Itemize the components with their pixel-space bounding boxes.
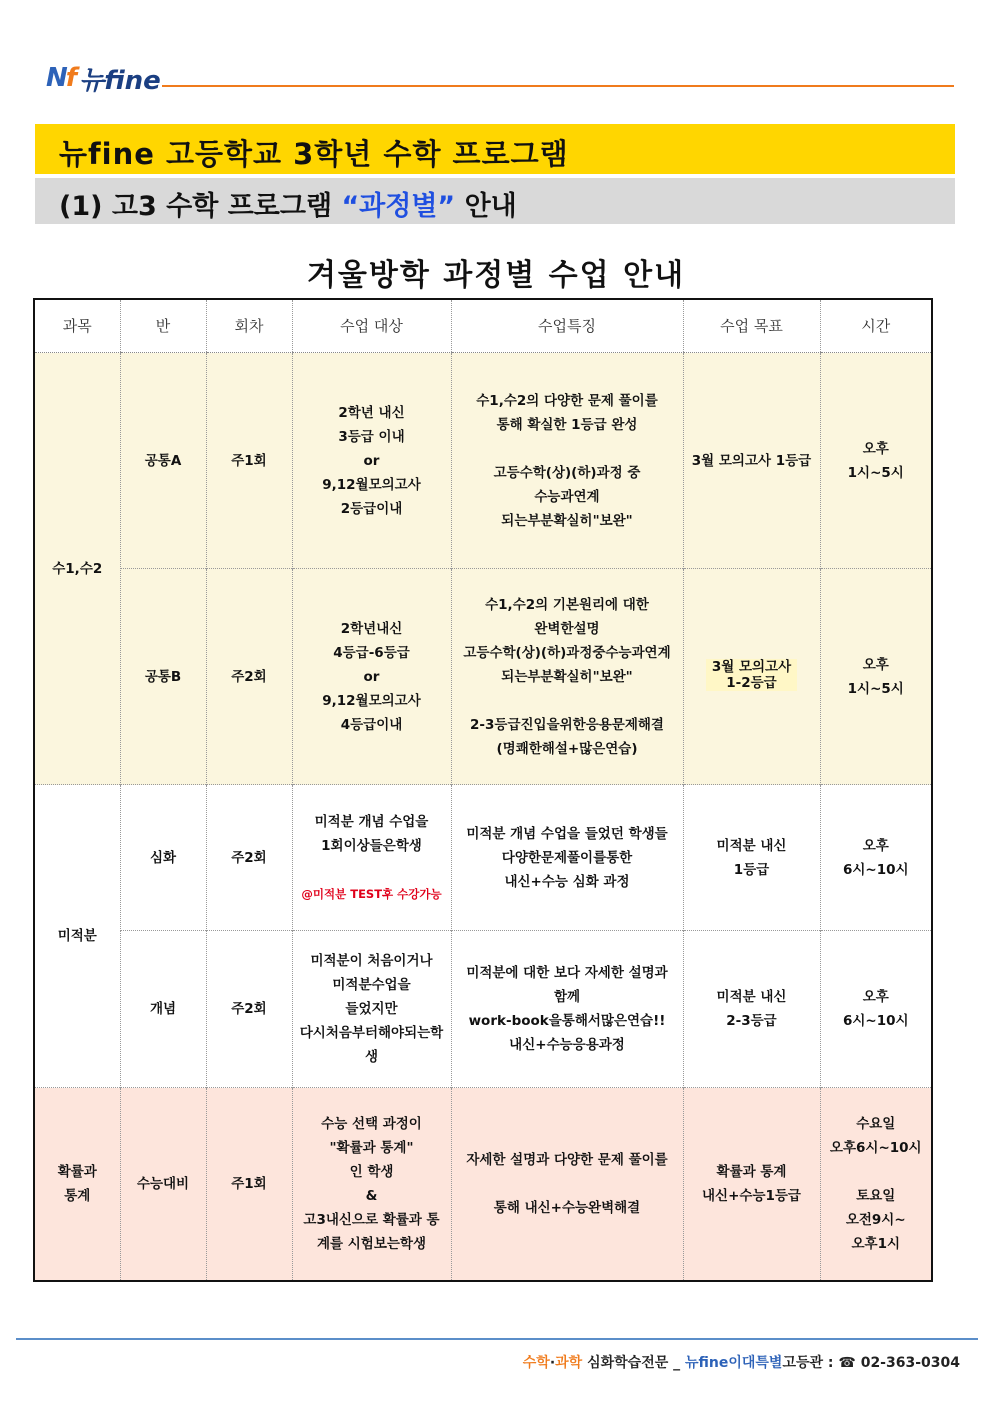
cell-line: 2학년내신 (340, 620, 403, 637)
header-subject: 과목 (34, 299, 120, 353)
schedule-table (33, 298, 933, 1282)
cell-line: 통해 내신+수능완벽해결 (493, 1199, 641, 1216)
cell-line: 고등수학(상)(하)과정중수능과연계 (463, 644, 671, 661)
class-cell: 공통B (120, 569, 206, 785)
cell-line: 인 학생 (349, 1163, 394, 1180)
frequency-cell: 주1회 (206, 1088, 292, 1281)
table-row (34, 931, 932, 1088)
title-banner (35, 124, 955, 174)
table-row (34, 353, 932, 569)
page-title: 겨울방학 과정별 수업 안내 (306, 258, 686, 293)
table-row (34, 785, 932, 931)
footer-math: 수학 (522, 1355, 550, 1371)
cell-line: 오후 (862, 989, 889, 1005)
cell-line: 통해 확실한 1등급 완성 (496, 416, 638, 433)
cell-line: 미적분수업을 (332, 977, 411, 993)
footer (523, 1352, 960, 1372)
cell-line: 오후 (862, 656, 889, 673)
footer-contact: 고등관 : ☎ 02-363-0304 (782, 1355, 960, 1371)
cell-line: 2-3등급진입을위한응용문제해결 (470, 716, 664, 733)
cell-line: 내신+수능응용과정 (509, 1037, 625, 1053)
cell-line: 함께 (553, 989, 581, 1005)
class-cell: 개념 (120, 931, 206, 1088)
cell-line: 수능 선택 과정이 (321, 1115, 422, 1132)
footer-dot: · (549, 1355, 556, 1371)
cell-line (456, 689, 679, 713)
time-cell (820, 569, 932, 785)
header-target: 수업 대상 (292, 299, 451, 353)
cell-line (456, 437, 679, 461)
footer-rule (16, 1338, 978, 1340)
time-cell (820, 931, 932, 1088)
cell-line: 1시~5시 (847, 680, 904, 697)
cell-line: 계를 시험보는학생 (316, 1235, 427, 1252)
header-class: 반 (120, 299, 206, 353)
subtitle-highlight: “과정별” (341, 191, 456, 222)
class-cell: 심화 (120, 785, 206, 931)
cell-line: 미적분 개념 수업을 (314, 813, 429, 830)
target-cell (292, 785, 451, 931)
footer-branch: 뉴fine이대특별 (685, 1355, 783, 1371)
subtitle-suffix: 안내 (455, 191, 517, 222)
cell-line: 자세한 설명과 다양한 문제 풀이를 (466, 1151, 668, 1168)
cell-line: 토요일 (856, 1187, 896, 1204)
cell-line: 오전9시~ (845, 1211, 906, 1228)
features-cell (451, 1088, 683, 1281)
cell-line: 내신+수능 심화 과정 (504, 873, 630, 890)
cell-line (825, 1160, 928, 1184)
cell-line: 3등급 이내 (338, 428, 405, 445)
cell-line: 완벽한설명 (534, 620, 600, 637)
goal-cell (683, 931, 820, 1088)
cell-line: 미적분에 대한 보다 자세한 설명과 (466, 965, 668, 981)
header-features: 수업특징 (451, 299, 683, 353)
table-row (34, 569, 932, 785)
cell-line: 확률과 통계 (716, 1163, 787, 1180)
cell-line: 들었지만 (345, 1001, 398, 1017)
banner-subtitle (59, 184, 517, 223)
footer-science: 과학 (555, 1355, 583, 1371)
cell-line: 고등수학(상)(하)과정 중 (493, 464, 641, 481)
target-note: @미적분 TEST후 수강가능 (301, 886, 442, 901)
cell-line: 미적분 내신 (716, 989, 787, 1005)
cell-line: 2등급이내 (340, 500, 403, 517)
cell-line: 미적분 개념 수업을 들었던 학생들 (466, 825, 668, 842)
time-cell (820, 1088, 932, 1281)
class-cell: 공통A (120, 353, 206, 569)
goal-cell (683, 1088, 820, 1281)
time-cell (820, 785, 932, 931)
frequency-cell: 주2회 (206, 785, 292, 931)
cell-line: 3월 모의고사 1등급 (691, 452, 812, 469)
goal-cell (683, 353, 820, 569)
goal-cell (683, 785, 820, 931)
banner-title: 뉴fine 고등학교 3학년 수학 프로그램 (59, 137, 569, 171)
table-row (34, 1088, 932, 1281)
cell-line: 3월 모의고사 (711, 658, 792, 675)
cell-line: 다시처음부터해야되는학생 (299, 1025, 444, 1065)
target-cell (292, 931, 451, 1088)
cell-line: 수요일 (856, 1115, 896, 1132)
features-cell (451, 569, 683, 785)
subject-cell: 수1,수2 (34, 353, 120, 785)
footer-specialty: 심화학습전문 _ (582, 1355, 685, 1371)
subtitle-prefix: (1) 고3 수학 프로그램 (59, 191, 342, 222)
cell-line: or (363, 668, 380, 685)
header-rule (162, 85, 954, 87)
cell-line: 되는부분확실히"보완" (501, 512, 633, 529)
cell-line: 2학년 내신 (338, 404, 405, 421)
logo-text: 뉴fine (79, 65, 161, 96)
frequency-cell: 주2회 (206, 569, 292, 785)
cell-line: 4등급-6등급 (333, 644, 410, 661)
target-cell (292, 569, 451, 785)
header-time: 시간 (820, 299, 932, 353)
target-cell (292, 353, 451, 569)
subtitle-banner (35, 178, 955, 224)
cell-line: 6시~10시 (842, 861, 909, 878)
cell-line: 고3내신으로 확률과 통 (303, 1211, 440, 1228)
cell-line: 미적분이 처음이거나 (310, 953, 433, 969)
cell-line: 4등급이내 (340, 716, 403, 733)
target-cell (292, 1088, 451, 1281)
header-goal: 수업 목표 (683, 299, 820, 353)
subject-cell: 확률과 통계 (34, 1088, 120, 1281)
class-cell: 수능대비 (120, 1088, 206, 1281)
cell-line: "확률과 통계" (329, 1139, 414, 1156)
subject-cell: 미적분 (34, 785, 120, 1088)
cell-line: 1회이상들은학생 (321, 837, 422, 854)
logo (46, 60, 161, 96)
goal-cell (683, 569, 820, 785)
table-header-row (34, 299, 932, 353)
frequency-cell: 주2회 (206, 931, 292, 1088)
cell-line (456, 1172, 679, 1196)
cell-line: 2-3등급 (726, 1013, 777, 1029)
cell-line: 1-2등급 (726, 674, 777, 691)
cell-line: 9,12월모의고사 (322, 476, 421, 493)
cell-line: 되는부분확실히"보완" (501, 668, 633, 685)
header-frequency: 회차 (206, 299, 292, 353)
cell-line: 9,12월모의고사 (322, 692, 421, 709)
cell-line: 수1,수2의 다양한 문제 풀이를 (476, 392, 658, 409)
cell-line: & (365, 1187, 378, 1204)
cell-line: 다양한문제풀이를통한 (501, 849, 633, 866)
cell-line: 오후1시 (851, 1235, 901, 1252)
cell-line: 수1,수2의 기본원리에 대한 (485, 596, 649, 613)
cell-line: 미적분 내신 (716, 837, 787, 854)
cell-line: or (363, 452, 380, 469)
cell-line: 오후 (862, 440, 889, 457)
features-cell (451, 785, 683, 931)
cell-line: 오후 (862, 837, 889, 854)
cell-line: 6시~10시 (842, 1013, 909, 1029)
cell-line: 1시~5시 (847, 464, 904, 481)
cell-line: 수능과연계 (534, 488, 600, 505)
frequency-cell: 주1회 (206, 353, 292, 569)
cell-line: 오후6시~10시 (829, 1139, 922, 1156)
cell-line: work-book을통해서많은연습!! (468, 1013, 666, 1029)
time-cell (820, 353, 932, 569)
cell-line: 내신+수능1등급 (702, 1187, 801, 1204)
features-cell (451, 353, 683, 569)
cell-line: (명쾌한해설+많은연습) (496, 740, 638, 757)
features-cell (451, 931, 683, 1088)
cell-line: 1등급 (733, 861, 770, 878)
logo-mark-icon: Nf (46, 63, 76, 93)
